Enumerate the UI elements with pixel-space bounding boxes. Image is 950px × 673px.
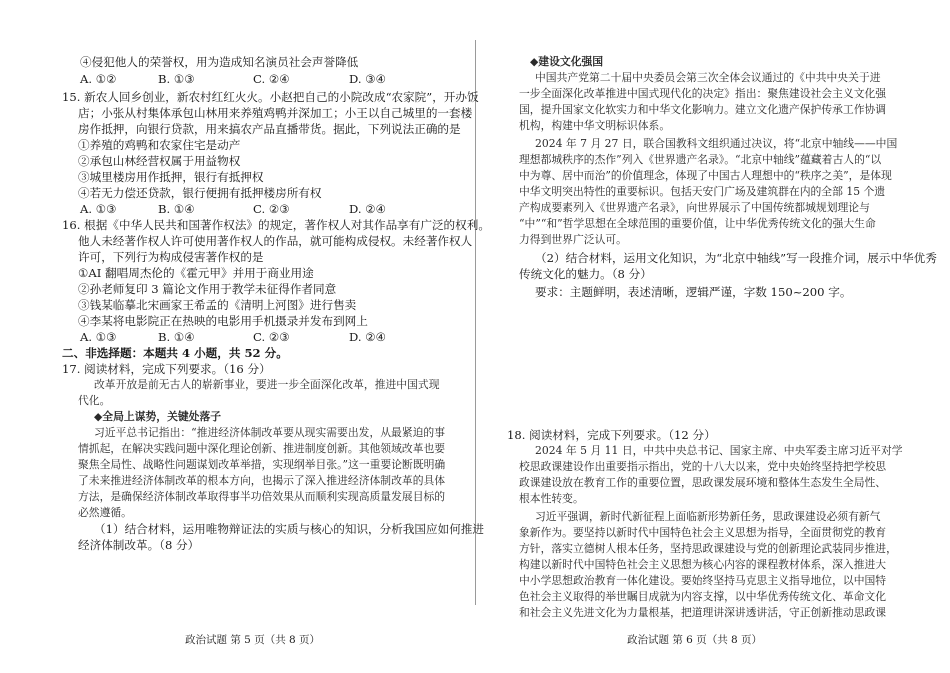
q14-option-d: D. ③④ [349, 72, 387, 86]
requirement: 要求：主题鲜明，表述清晰，逻辑严谨，字数 150~200 字。 [535, 285, 852, 299]
q15-item-1: ①养殖的鸡鸭和农家住宅是动产 [78, 138, 241, 152]
q17-body-2: 情抓起，在解决实践问题中深化理论创新、推进制度创新。其他领域改革也要 [78, 442, 446, 455]
q16-item-4: ④李某将电影院正在热映的电影用手机摄录并发布到网上 [78, 314, 368, 328]
q16-stem-3: 许可，下列行为构成侵害著作权的是 [78, 250, 264, 264]
q17-subhead: ◆全局上谋势，关键处落子 [94, 410, 222, 423]
q16-option-d: D. ②④ [349, 330, 387, 344]
section2-heading: 二、非选择题：本题共 4 小题，共 52 分。 [62, 346, 288, 360]
q15-stem-2: 店；小张从村集体承包山林用来养殖鸡鸭并深加工；小王以自己城里的一套楼 [78, 106, 473, 120]
q18-body-6: 象新作为。要坚持以新时代中国特色社会主义思想为指导，全面贯彻党的教育 [519, 526, 887, 539]
q15-item-3: ③城里楼房用作抵押，银行有抵押权 [78, 170, 264, 184]
q18-body-10: 色社会主义取得的举世瞩目成就为内容支撑，以中华优秀传统文化、革命文化 [519, 590, 887, 603]
q15-stem-3: 房作抵押，向银行贷款，用来搞农产品直播带货。据此，下列说法正确的是 [78, 122, 461, 136]
para2-line-5: 产构成要素列入《世界遗产名录》，向世界展示了中国传统都城规划理论与 [519, 201, 870, 214]
q15-option-d: D. ②④ [349, 202, 387, 216]
q14-option-a: A. ①② [80, 72, 117, 86]
para2-line-2: 理想都城秩序的杰作”列入《世界遗产名录》。“北京中轴线”蕴藏着古人的“以 [519, 153, 882, 166]
q18-body-11: 和社会主义先进文化为力量根基，把道理讲深讲透讲活，守正创新推动思政课 [519, 606, 887, 619]
q17-sub1-1: （1）结合材料，运用唯物辩证法的实质与核心的知识，分析我国应如何推进 [94, 522, 484, 536]
para2-line-1: 2024 年 7 月 27 日，联合国教科文组织通过决议，将“北京中轴线——中国 [535, 137, 898, 150]
q14-option-b: B. ①③ [158, 72, 195, 86]
q18-body-9: 中小学思想政治教育一体化建设。要始终坚持马克思主义指导地位，以中国特 [519, 574, 887, 587]
q18-title: 18. 阅读材料，完成下列要求。（12 分） [507, 428, 716, 442]
q17-sub1-2: 经济体制改革。（8 分） [78, 538, 200, 552]
q16-stem-2: 他人未经著作权人许可使用著作权人的作品，就可能构成侵权。未经著作权人 [78, 234, 473, 248]
q16-item-2: ②孙老师复印 3 篇论文作用于教学未征得作者同意 [78, 282, 337, 296]
q18-body-5: 习近平强调，新时代新征程上面临新形势新任务，思政课建设必须有新气 [535, 510, 881, 523]
q14-option-c: C. ②④ [253, 72, 290, 86]
q16-stem-1: 16. 根据《中华人民共和国著作权法》的规定，著作权人对其作品享有广泛的权利。 [62, 218, 490, 232]
q17-intro-2: 代化。 [78, 394, 111, 407]
q18-body-4: 根本性转变。 [519, 492, 584, 505]
sub2-line-2: 传统文化的魅力。（8 分） [519, 267, 652, 281]
q16-option-c: C. ②③ [253, 330, 290, 344]
q18-body-3: 政课建设放在教育工作的重要位置，思政课发展环境和整体生态发生全局性、 [519, 476, 887, 489]
q15-stem-1: 15. 新农人回乡创业，新农村红红火火。小赵把自己的小院改成“农家院”，开办饭 [62, 90, 479, 104]
left-page-footer: 政治试题 第 5 页（共 8 页） [185, 634, 321, 646]
para1-line-1: 中国共产党第二十届中央委员会第三次全体会议通过的《中共中央关于进 [535, 71, 881, 84]
q16-item-3: ③钱某临摹北宋画家王希孟的《清明上河图》进行售卖 [78, 298, 357, 312]
q16-option-a: A. ①③ [80, 330, 117, 344]
para1-line-4: 机构，构建中华文明标识体系。 [519, 119, 671, 132]
q17-body-1: 习近平总书记指出：“推进经济体制改革要从现实需要出发，从最紧迫的事 [94, 426, 446, 439]
q15-option-c: C. ②③ [253, 202, 290, 216]
q16-item-1: ①AI 翻唱周杰伦的《霍元甲》并用于商业用途 [78, 266, 314, 280]
q15-option-a: A. ①③ [80, 202, 117, 216]
q18-body-2: 校思政课建设作出重要指示指出，党的十八大以来，党中央始终坚持把学校思 [519, 460, 887, 473]
q17-body-3: 聚焦全局性、战略性问题谋划改革举措，实现纲举目张。”这一重要论断既明确 [78, 458, 446, 471]
para2-line-7: 力得到世界广泛认可。 [519, 233, 627, 246]
para1-line-3: 国，提升国家文化软实力和中华文化影响力。建立文化遗产保护传承工作协调 [519, 103, 887, 116]
q16-option-b: B. ①④ [158, 330, 195, 344]
q17-body-4: 了未来推进经济体制改革的根本方向，也揭示了深入推进经济体制改革的具体 [78, 474, 446, 487]
q17-title: 17. 阅读材料，完成下列要求。（16 分） [62, 362, 271, 376]
q15-option-b: B. ①④ [158, 202, 195, 216]
q15-item-4: ④若无力偿还贷款，银行便拥有抵押楼房所有权 [78, 186, 322, 200]
sub2-line-1: （2）结合材料，运用文化知识，为“北京中轴线”写一段推介词，展示中华优秀 [535, 251, 937, 265]
para1-line-2: 一步全面深化改革推进中国式现代化的决定》指出：聚焦建设社会主义文化强 [519, 87, 887, 100]
para2-line-6: “中”“和”哲学思想在全球范围的重要价值，让中华优秀传统文化的强大生命 [519, 217, 876, 230]
q17-body-5: 方法，是确保经济体制改革取得事半功倍效果从而顺利实现高质量发展目标的 [78, 490, 446, 503]
q14-item4: ④侵犯他人的荣誉权，用为造成知名演员社会声誉降低 [80, 55, 359, 69]
culture-subhead: ◆建设文化强国 [530, 55, 604, 68]
q18-body-8: 构建以新时代中国特色社会主义思想为核心内容的课程教材体系，深入推进大 [519, 558, 887, 571]
para2-line-3: 中为尊、居中而治”的价值理念，体现了中国古人理想中的“秩序之美”，是体现 [519, 169, 892, 182]
q18-body-7: 方针，落实立德树人根本任务，坚持思政课建设与党的创新理论武装同步推进， [519, 542, 897, 555]
q15-item-2: ②承包山林经营权属于用益物权 [78, 154, 241, 168]
q17-body-6: 必然遵循。 [78, 506, 132, 519]
right-page-footer: 政治试题 第 6 页（共 8 页） [627, 634, 763, 646]
page-divider [475, 40, 476, 605]
para2-line-4: 中华文明突出特性的重要标识。包括天安门广场及建筑群在内的全部 15 个遗 [519, 185, 886, 198]
q17-intro-1: 改革开放是前无古人的崭新事业，要进一步全面深化改革，推进中国式现 [94, 378, 440, 391]
q18-body-1: 2024 年 5 月 11 日，中共中央总书记、国家主席、中央军委主席习近平对学 [535, 444, 903, 457]
right-page [477, 0, 950, 673]
